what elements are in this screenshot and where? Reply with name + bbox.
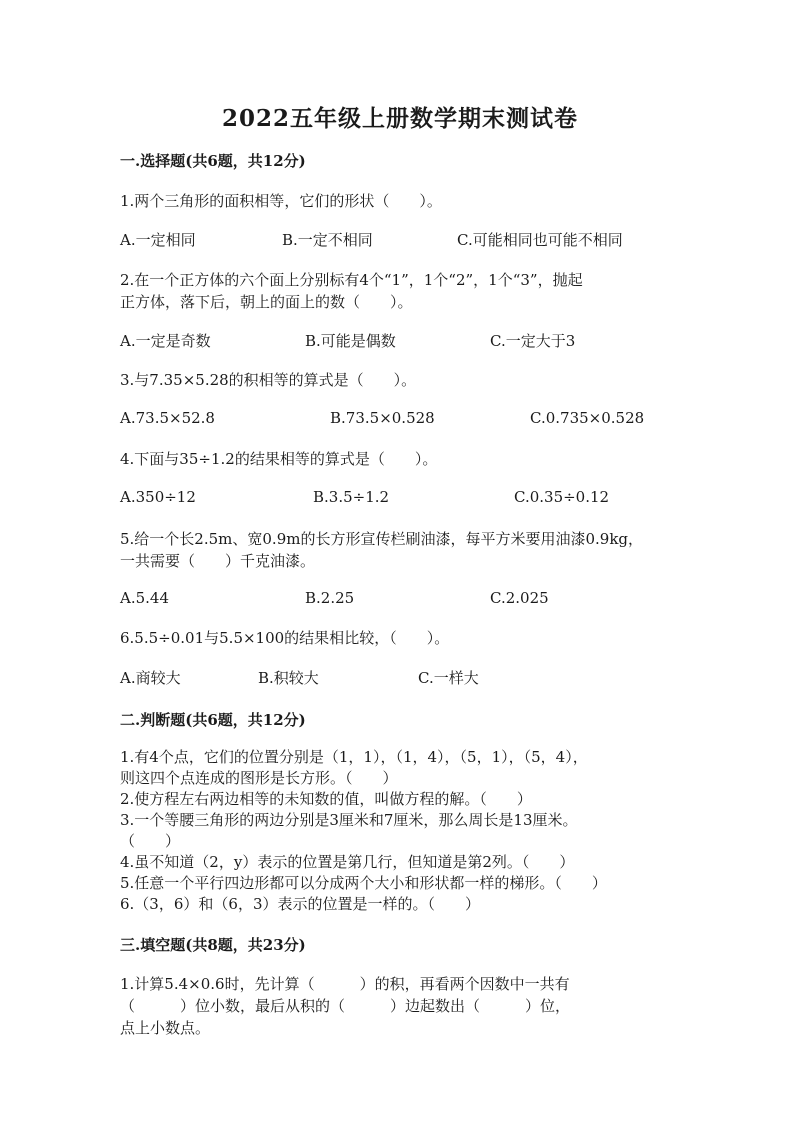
option-a: A.一定相同 (120, 231, 196, 249)
section-heading-choice: 一.选择题(共6题，共12分) (120, 152, 306, 170)
statement-line: 4.虽不知道（2，y）表示的位置是第几行，但知道是第2列。（ ） (120, 853, 575, 871)
question-text: 1.两个三角形的面积相等，它们的形状（ ）。 (120, 192, 442, 210)
option-b: B.3.5÷1.2 (313, 488, 390, 506)
option-c: C.0.735×0.528 (530, 409, 645, 427)
question-text: 正方体，落下后，朝上的面上的数（ ）。 (120, 293, 413, 311)
option-b: B.73.5×0.528 (330, 409, 435, 427)
statement-line: （ ） (120, 832, 181, 850)
option-c: C.2.025 (490, 589, 549, 607)
option-a: A.一定是奇数 (120, 332, 211, 350)
option-b: B.积较大 (258, 669, 319, 687)
option-a: A.商较大 (120, 669, 181, 687)
option-a: A.73.5×52.8 (120, 409, 215, 427)
option-b: B.可能是偶数 (305, 332, 396, 350)
section-heading-judge: 二.判断题(共6题，共12分) (120, 711, 306, 729)
option-c: C.可能相同也可能不相同 (457, 231, 623, 249)
option-b: B.2.25 (305, 589, 355, 607)
statement-line: 3.一个等腰三角形的两边分别是3厘米和7厘米，那么周长是13厘米。 (120, 811, 578, 829)
question-text: 5.给一个长2.5m、宽0.9m的长方形宣传栏刷油漆，每平方米要用油漆0.9kg， (120, 530, 644, 548)
statement-line: 1.有4个点，它们的位置分别是（1，1），（1，4），（5，1），（5，4）， (120, 748, 588, 766)
question-text: 2.在一个正方体的六个面上分别标有4个“1”，1个“2”，1个“3”，抛起 (120, 271, 583, 289)
section-heading-fill: 三.填空题(共8题，共23分) (120, 936, 306, 954)
option-b: B.一定不相同 (282, 231, 373, 249)
question-text: 4.下面与35÷1.2的结果相等的算式是（ ）。 (120, 450, 438, 468)
question-text: 一共需要（ ）千克油漆。 (120, 552, 316, 570)
option-c: C.一定大于3 (490, 332, 576, 350)
option-a: A.350÷12 (120, 488, 196, 506)
fill-line: （ ）位小数，最后从积的（ ）边起数出（ ）位， (120, 997, 571, 1015)
exam-title: 2022五年级上册数学期末测试卷 (221, 105, 578, 132)
option-a: A.5.44 (120, 589, 169, 607)
question-text: 3.与7.35×5.28的积相等的算式是（ ）。 (120, 371, 417, 389)
statement-line: 2.使方程左右两边相等的未知数的值，叫做方程的解。（ ） (120, 790, 532, 808)
fill-line: 点上小数点。 (120, 1019, 211, 1037)
question-text: 6.5.5÷0.01与5.5×100的结果相比较，（ ）。 (120, 629, 450, 647)
statement-line: 则这四个点连成的图形是长方形。（ ） (120, 769, 398, 787)
statement-line: 5.任意一个平行四边形都可以分成两个大小和形状都一样的梯形。（ ） (120, 874, 607, 892)
option-c: C.一样大 (418, 669, 479, 687)
option-c: C.0.35÷0.12 (514, 488, 610, 506)
fill-line: 1.计算5.4×0.6时，先计算（ ）的积，再看两个因数中一共有 (120, 975, 570, 993)
statement-line: 6.（3，6）和（6，3）表示的位置是一样的。（ ） (120, 895, 480, 913)
